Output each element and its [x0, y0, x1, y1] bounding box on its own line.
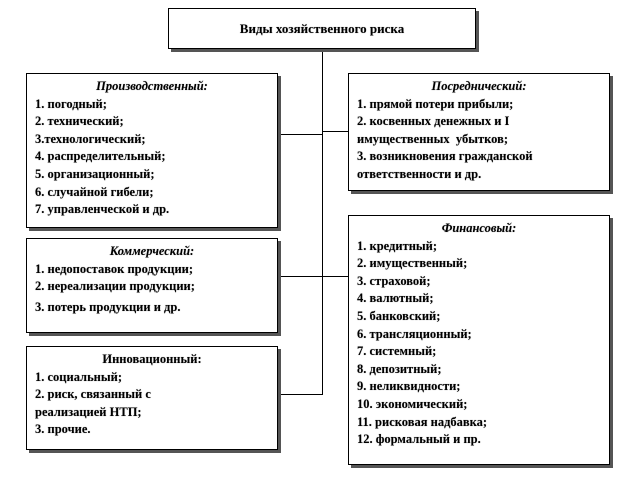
list-item: 2. нереализации продукции;: [35, 279, 195, 294]
list-item: 9. неликвидности;: [357, 379, 461, 394]
innovation-risk-box: [26, 346, 278, 450]
list-item: 12. формальный и пр.: [357, 432, 481, 447]
list-item: реализацией НТП;: [35, 404, 142, 419]
list-item: 11. рисковая надбавка;: [357, 414, 488, 429]
financial-risk-heading: Финансовый:: [441, 221, 517, 235]
connector-financial: [322, 276, 348, 277]
list-item: 8. депозитный;: [357, 361, 442, 376]
list-item: 2. технический;: [35, 114, 124, 129]
list-item: 10. экономический;: [357, 396, 468, 411]
innovation-risk-heading: Инновационный:: [102, 352, 202, 366]
list-item: 2. косвенных денежных и I: [357, 114, 510, 129]
list-item: 6. случайной гибели;: [35, 184, 154, 199]
production-risk-heading: Производственный:: [96, 79, 208, 93]
diagram-title: Виды хозяйственного риска: [168, 8, 476, 49]
list-item: 1. кредитный;: [357, 238, 438, 253]
list-item: 4. валютный;: [357, 291, 434, 306]
list-item: 1. погодный;: [35, 96, 107, 111]
intermediary-risk-heading: Посреднический:: [431, 79, 527, 93]
list-item: 1. недопоставок продукции;: [35, 261, 194, 276]
commercial-risk-heading: Коммерческий:: [109, 244, 195, 258]
list-item: 7. системный;: [357, 344, 437, 359]
list-item: 3. возникновения гражданской: [357, 149, 533, 164]
list-item: 3. прочие.: [35, 422, 91, 437]
list-item: ответственности и др.: [357, 166, 482, 181]
list-item: 3. потерь продукции и др.: [35, 299, 181, 314]
list-item: 1. прямой потери прибыли;: [357, 96, 514, 111]
financial-risk-box: [348, 215, 610, 465]
list-item: 2. имущественный;: [357, 256, 468, 271]
connector-innovation: [281, 394, 322, 395]
list-item: 7. управленческой и др.: [35, 202, 170, 217]
list-item: имущественных убытков;: [357, 131, 508, 146]
commercial-risk-box: [26, 238, 278, 333]
connector-production: [281, 134, 322, 135]
connector-commercial: [281, 276, 322, 277]
trunk-line: [322, 49, 323, 395]
list-item: 2. риск, связанный с: [35, 387, 151, 402]
connector-intermediary: [322, 131, 348, 132]
list-item: 3.технологический;: [35, 131, 146, 146]
list-item: 5. банковский;: [357, 308, 441, 323]
intermediary-risk-box: [348, 73, 610, 191]
list-item: 5. организационный;: [35, 166, 155, 181]
list-item: 4. распределительный;: [35, 149, 166, 164]
production-risk-box: [26, 73, 278, 228]
list-item: 1. социальный;: [35, 369, 123, 384]
list-item: 6. трансляционный;: [357, 326, 472, 341]
list-item: 3. страховой;: [357, 273, 431, 288]
